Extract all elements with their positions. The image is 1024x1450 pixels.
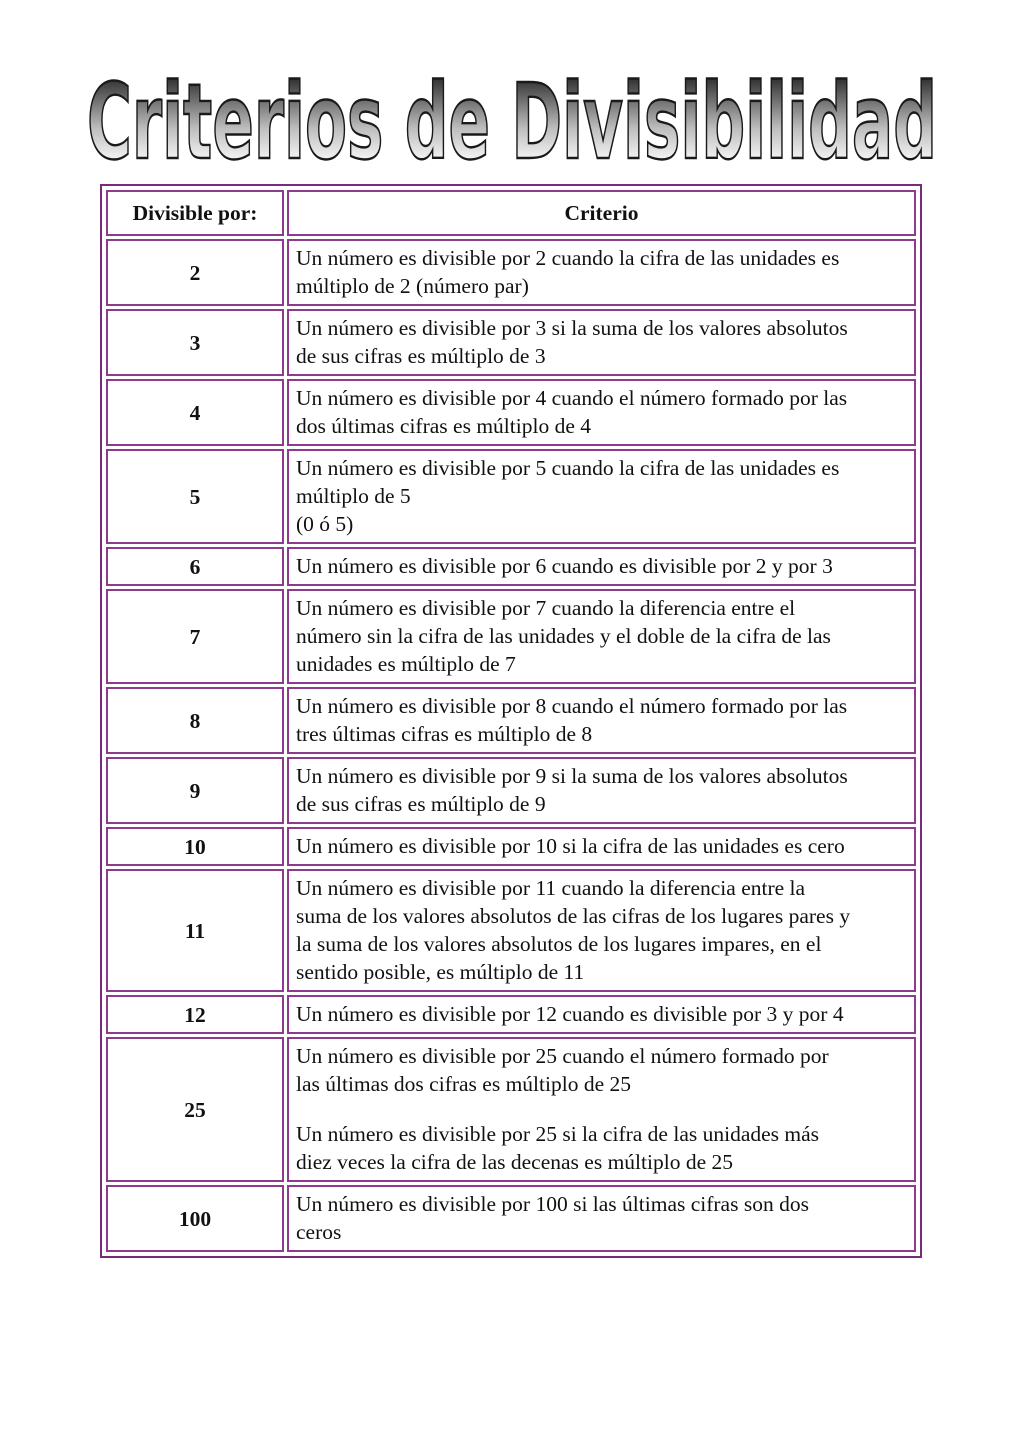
criterion-line: Un número es divisible por 12 cuando es divisible por 3 y por 4: [296, 1002, 844, 1026]
table-header-row: [106, 190, 916, 236]
table-row: [106, 449, 916, 544]
criterion-text: [287, 1037, 916, 1182]
divisor-number: 100: [106, 1185, 284, 1252]
criterion-paragraph: [296, 1042, 910, 1098]
criterion-line: Un número es divisible por 8 cuando el número formado por las: [296, 694, 848, 718]
title-text: Criterios de Divisibilidad: [87, 61, 937, 177]
criterion-line: (0 ó 5): [296, 512, 354, 536]
table-row: [106, 869, 916, 992]
criterion-line: Un número es divisible por 25 si la cifra de las unidades más: [296, 1122, 820, 1146]
criterion-line: Un número es divisible por 10 si la cifra de las unidades es cero: [296, 834, 845, 858]
criterion-line: suma de los valores absolutos de las cifras de los lugares pares y: [296, 904, 851, 928]
criterion-text: [287, 687, 916, 754]
criterion-text: [287, 309, 916, 376]
table-row: [106, 547, 916, 586]
criterion-line: sentido posible, es múltiplo de 11: [296, 960, 585, 984]
divisor-number: 8: [106, 687, 284, 754]
criterion-text: [287, 239, 916, 306]
criterion-text: [287, 589, 916, 684]
table-row: [106, 995, 916, 1034]
header-criterio: Criterio: [287, 190, 916, 236]
table-row: [106, 309, 916, 376]
criterion-line: Un número es divisible por 7 cuando la diferencia entre el: [296, 596, 796, 620]
table-body: [106, 239, 916, 1252]
criterion-line: las últimas dos cifras es múltiplo de 25: [296, 1072, 631, 1096]
criterion-line: múltiplo de 5: [296, 484, 411, 508]
criterion-line: Un número es divisible por 4 cuando el número formado por las: [296, 386, 848, 410]
criteria-table: [103, 187, 919, 1255]
criteria-table-frame: [100, 184, 922, 1258]
table-row: [106, 1185, 916, 1252]
page-title: [0, 52, 1024, 177]
divisor-number: 7: [106, 589, 284, 684]
table-row: [106, 827, 916, 866]
criterion-line: tres últimas cifras es múltiplo de 8: [296, 722, 593, 746]
table-row: [106, 757, 916, 824]
criterion-line: Un número es divisible por 9 si la suma de los valores absolutos: [296, 764, 848, 788]
criterion-line: ceros: [296, 1220, 342, 1244]
criterion-text: [287, 827, 916, 866]
criterion-text: [287, 449, 916, 544]
criterion-text: [287, 757, 916, 824]
divisor-number: 25: [106, 1037, 284, 1182]
criterion-text: [287, 379, 916, 446]
criterion-line: número sin la cifra de las unidades y el doble de la cifra de las: [296, 624, 831, 648]
criterion-line: Un número es divisible por 100 si las últimas cifras son dos: [296, 1192, 809, 1216]
table-row: [106, 589, 916, 684]
divisor-number: 3: [106, 309, 284, 376]
criterion-line: la suma de los valores absolutos de los lugares impares, en el: [296, 932, 822, 956]
criterion-line: de sus cifras es múltiplo de 3: [296, 344, 546, 368]
divisor-number: 4: [106, 379, 284, 446]
table-row: [106, 1037, 916, 1182]
table-row: [106, 379, 916, 446]
criterion-paragraph: [296, 1120, 910, 1176]
criterion-line: múltiplo de 2 (número par): [296, 274, 529, 298]
criterion-text: [287, 547, 916, 586]
criterion-text: [287, 995, 916, 1034]
criterion-line: Un número es divisible por 25 cuando el número formado por: [296, 1044, 829, 1068]
criterion-line: Un número es divisible por 11 cuando la diferencia entre la: [296, 876, 806, 900]
criterion-text: [287, 869, 916, 992]
table-row: [106, 687, 916, 754]
divisor-number: 12: [106, 995, 284, 1034]
table-row: [106, 239, 916, 306]
divisor-number: 9: [106, 757, 284, 824]
criterion-text: [287, 1185, 916, 1252]
criterion-line: dos últimas cifras es múltiplo de 4: [296, 414, 591, 438]
criterion-line: Un número es divisible por 3 si la suma de los valores absolutos: [296, 316, 848, 340]
divisor-number: 6: [106, 547, 284, 586]
divisor-number: 5: [106, 449, 284, 544]
criterion-line: Un número es divisible por 6 cuando es divisible por 2 y por 3: [296, 554, 833, 578]
divisor-number: 11: [106, 869, 284, 992]
criterion-line: unidades es múltiplo de 7: [296, 652, 516, 676]
criterion-line: Un número es divisible por 5 cuando la cifra de las unidades es: [296, 456, 840, 480]
header-divisible-por: Divisible por:: [106, 190, 284, 236]
page-title-wordart: [0, 52, 1024, 177]
criterion-line: diez veces la cifra de las decenas es múltiplo de 25: [296, 1150, 733, 1174]
criterion-line: Un número es divisible por 2 cuando la cifra de las unidades es: [296, 246, 840, 270]
divisor-number: 10: [106, 827, 284, 866]
criterion-line: de sus cifras es múltiplo de 9: [296, 792, 546, 816]
divisor-number: 2: [106, 239, 284, 306]
